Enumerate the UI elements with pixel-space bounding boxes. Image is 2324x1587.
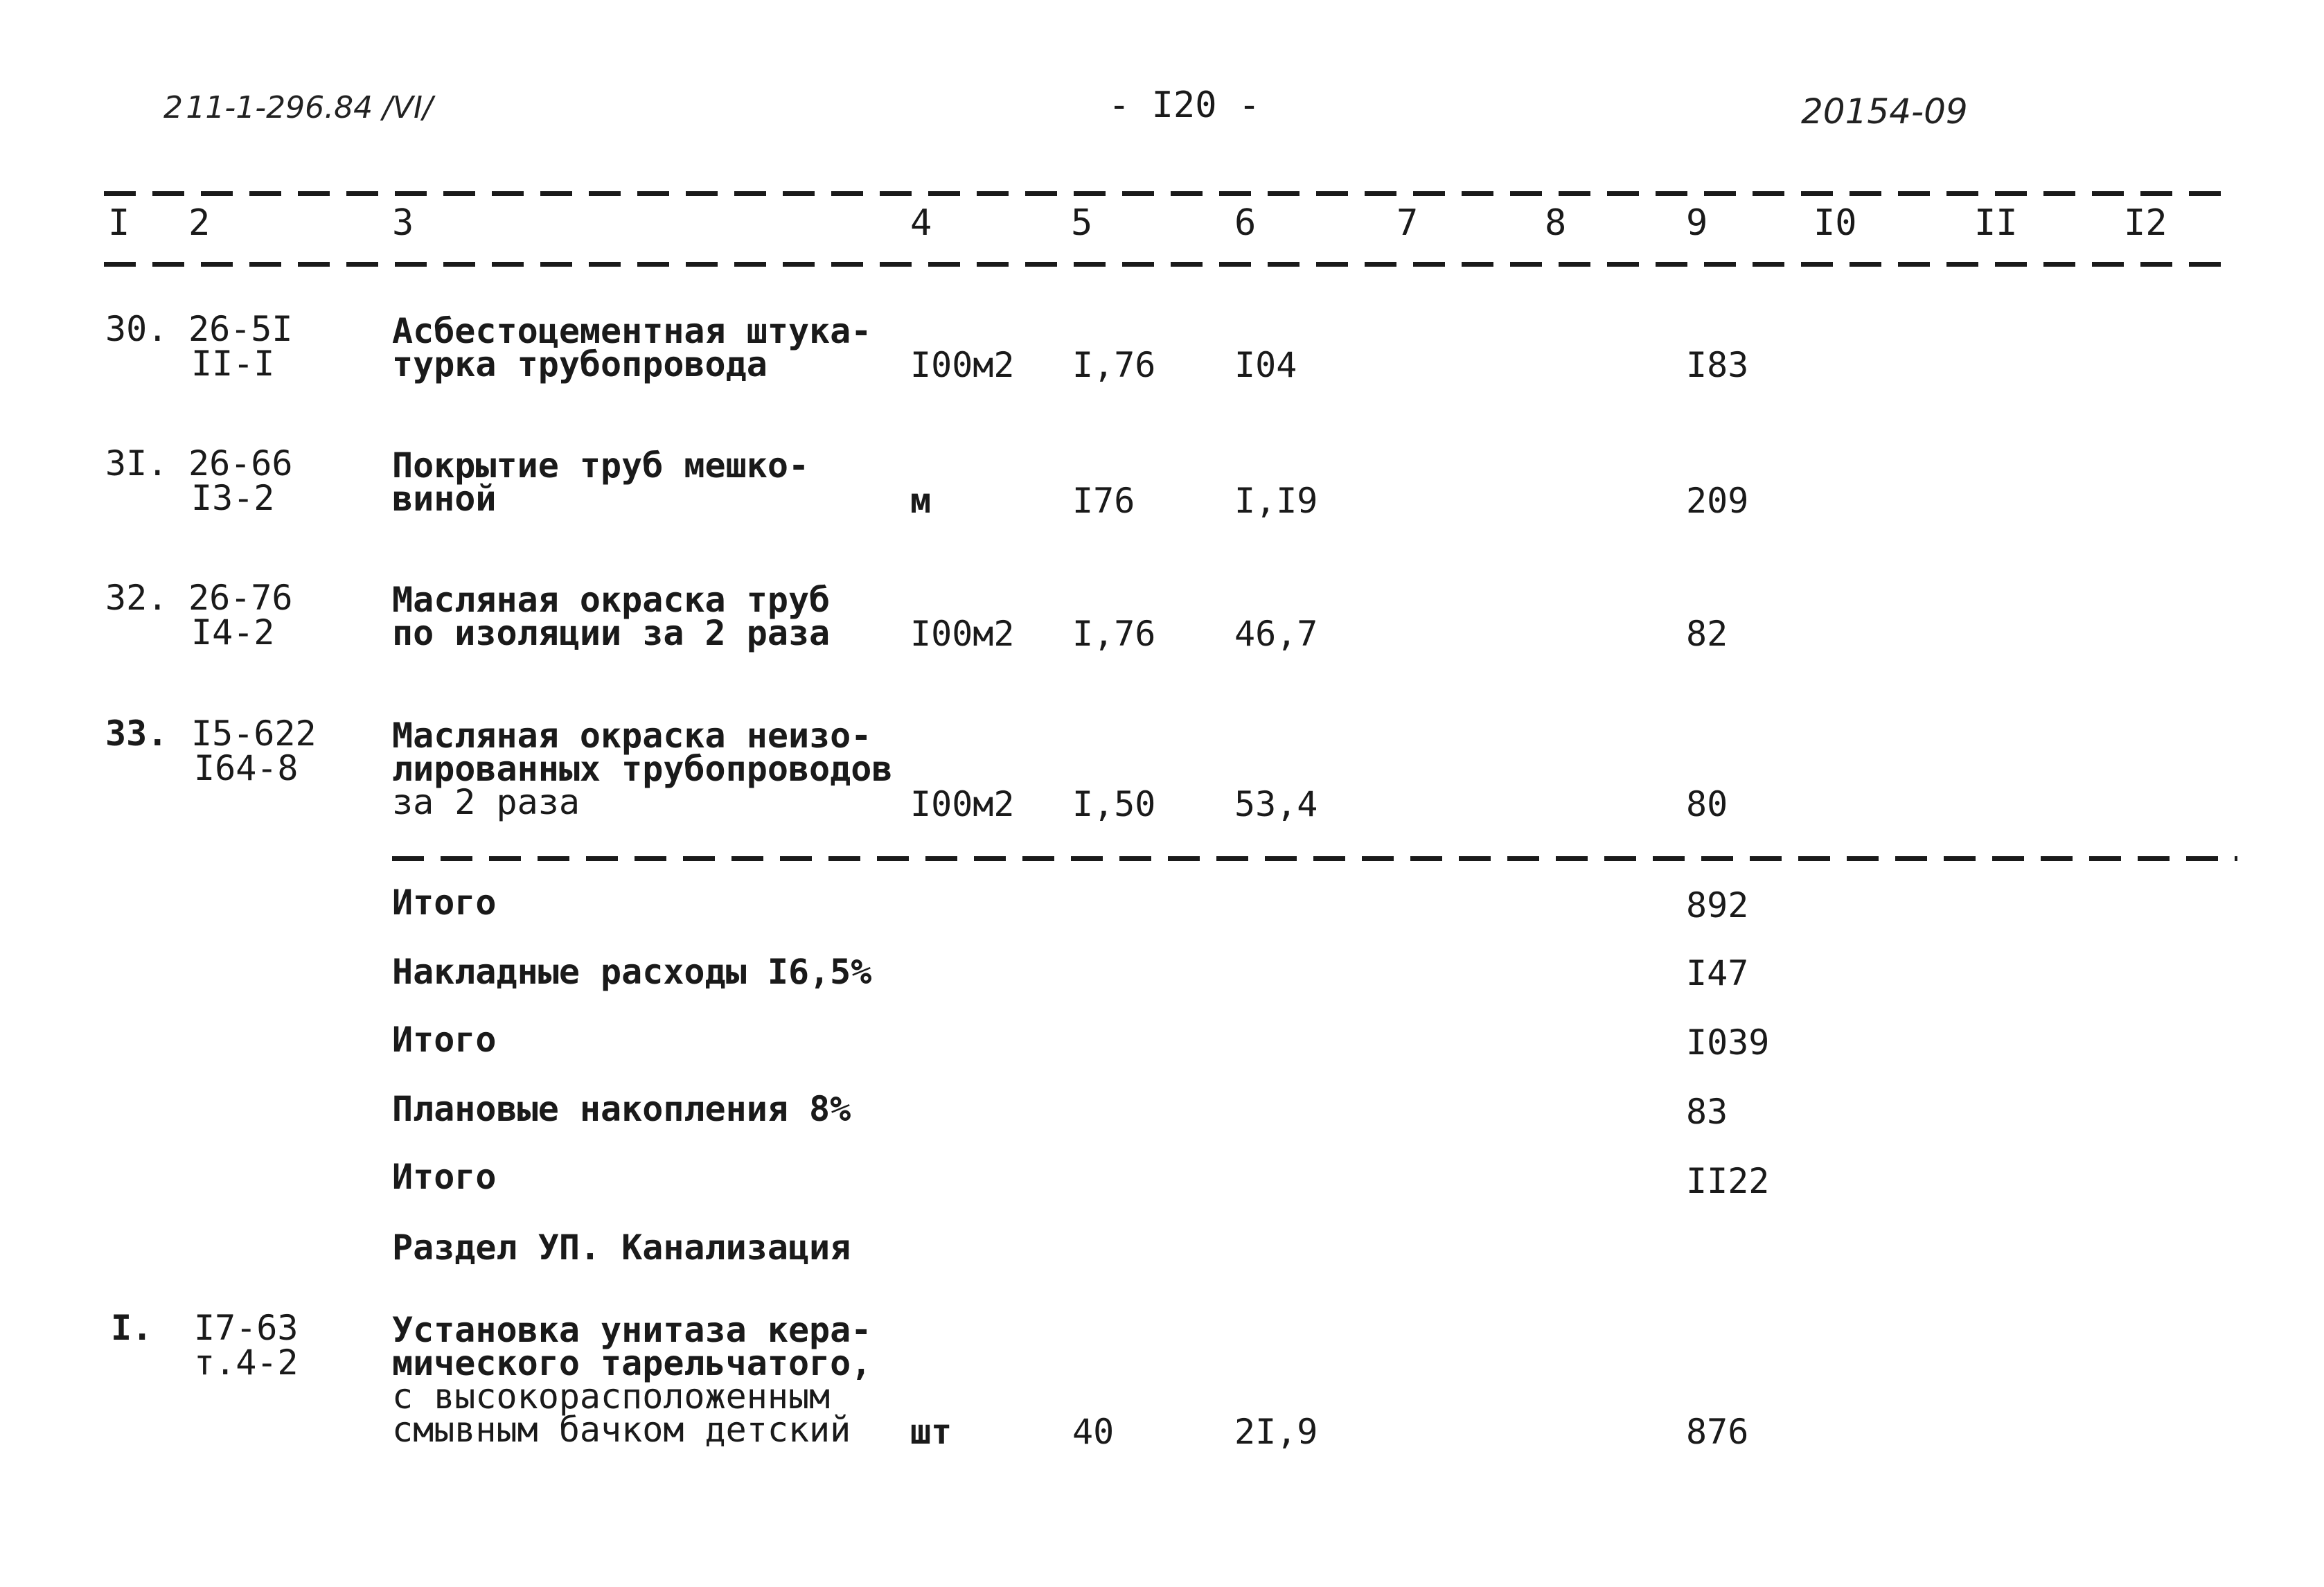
row-total: 80 [1686, 784, 1728, 824]
row-quantity: I,50 [1072, 784, 1156, 824]
row-description-line: по изоляции за 2 раза [392, 613, 831, 653]
section-title: Раздел УП. Канализация [392, 1227, 851, 1268]
summary-label: Накладные расходы I6,5% [392, 952, 872, 992]
row-unit-price: I04 [1234, 345, 1297, 385]
document-code: 2 11-1-296.84 /VI/ [163, 90, 433, 125]
row-quantity: I76 [1072, 481, 1135, 521]
row-description-line: Масляная окраска неизо- [392, 716, 872, 756]
summary-value: I47 [1686, 953, 1749, 993]
col-header-8: 8 [1545, 202, 1567, 244]
row-number: 33. [105, 713, 168, 754]
summary-label: Итого [392, 1020, 497, 1060]
row-description-line: виной [392, 479, 497, 519]
row-unit: шт [910, 1412, 952, 1452]
row-code-sub: т.4-2 [194, 1342, 299, 1383]
page-number: - I20 - [1108, 85, 1261, 126]
row-quantity: 40 [1072, 1412, 1115, 1452]
document-id: 20154-09 [1801, 91, 1968, 132]
row-code: I7-63 [194, 1308, 299, 1348]
row-quantity: I,76 [1072, 345, 1156, 385]
row-unit: м [910, 481, 932, 521]
row-unit-price: I,I9 [1234, 481, 1318, 521]
row-quantity: I,76 [1072, 614, 1156, 654]
row-number: I. [111, 1308, 153, 1348]
row-description-line: Масляная окраска труб [392, 580, 831, 620]
col-header-1: I [108, 202, 130, 244]
row-code: 26-76 [188, 578, 293, 618]
row-unit: I00м2 [910, 784, 1015, 824]
row-number: 32. [105, 578, 168, 618]
row-description-line: мического тарельчатого, [392, 1343, 872, 1383]
row-code: 26-5I [188, 309, 293, 349]
summary-value: II22 [1686, 1161, 1770, 1201]
row-unit: I00м2 [910, 614, 1015, 654]
col-header-12: I2 [2124, 202, 2167, 244]
header-bottom-rule [104, 262, 2237, 267]
col-header-2: 2 [188, 202, 211, 244]
row-description-line: за 2 раза [392, 782, 580, 822]
row-unit: I00м2 [910, 345, 1015, 385]
summary-label: Итого [392, 883, 497, 923]
row-unit-price: 46,7 [1234, 614, 1318, 654]
summary-value: I039 [1686, 1022, 1770, 1063]
col-header-7: 7 [1396, 202, 1419, 244]
row-code: I5-622 [191, 713, 317, 754]
row-number: 3I. [105, 443, 168, 484]
row-unit-price: 2I,9 [1234, 1412, 1318, 1452]
row-description-line: турка трубопровода [392, 344, 768, 384]
row-number: 30. [105, 309, 168, 349]
summary-label: Итого [392, 1157, 497, 1197]
row-description-line: смывным бачком детский [392, 1410, 851, 1450]
col-header-10: I0 [1813, 202, 1857, 244]
col-header-9: 9 [1686, 202, 1708, 244]
row-description-line: Установка унитаза кера- [392, 1310, 872, 1350]
summary-label: Плановые накопления 8% [392, 1089, 851, 1129]
summary-rule [392, 856, 2237, 861]
col-header-5: 5 [1071, 202, 1093, 244]
col-header-6: 6 [1234, 202, 1257, 244]
col-header-3: 3 [392, 202, 414, 244]
col-header-4: 4 [910, 202, 932, 244]
row-code-sub: I3-2 [191, 478, 275, 518]
row-description-line: с высокорасположенным [392, 1376, 831, 1417]
summary-value: 892 [1686, 885, 1749, 925]
row-description-line: лированных трубопроводов [392, 749, 893, 789]
row-code-sub: I4-2 [191, 612, 275, 653]
summary-value: 83 [1686, 1092, 1728, 1132]
row-code: 26-66 [188, 443, 293, 484]
row-total: 82 [1686, 614, 1728, 654]
row-total: 876 [1686, 1412, 1749, 1452]
row-description-line: Покрытие труб мешко- [392, 445, 810, 486]
col-header-11: II [1974, 202, 2018, 244]
row-description-line: Асбестоцементная штука- [392, 311, 872, 351]
row-code-sub: II-I [191, 344, 275, 384]
header-top-rule [104, 191, 2237, 196]
row-total: 209 [1686, 481, 1749, 521]
row-total: I83 [1686, 345, 1749, 385]
row-unit-price: 53,4 [1234, 784, 1318, 824]
row-code-sub: I64-8 [194, 748, 299, 788]
